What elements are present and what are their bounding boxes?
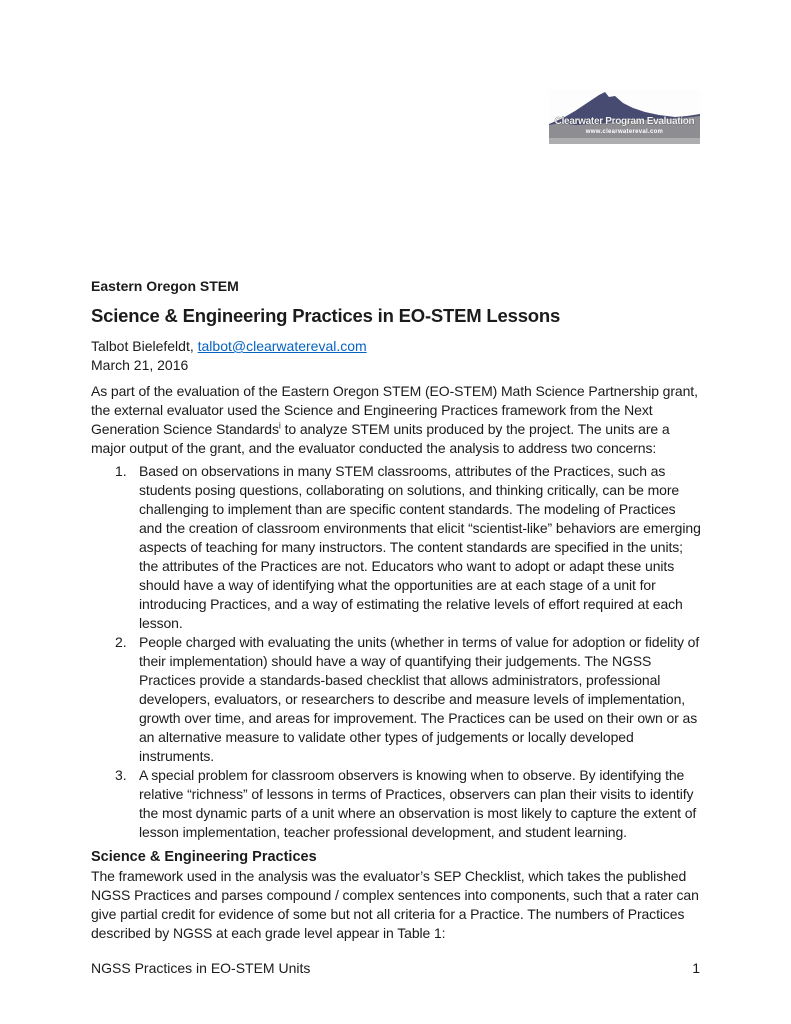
intro-text-before-ref: As part of the evaluation of the Eastern Oregon STEM (EO-STEM) Math Science Partnership grant, the external evaluator used the Science and Engineering Practices framework from the Next Generation Science Standards [91, 383, 698, 437]
date-text: March 21, 2016 [91, 357, 189, 373]
page-title: Science & Engineering Practices in EO-STEM Lessons [91, 305, 561, 326]
list-item-text: People charged with evaluating the units (whether in terms of value for adoption or fidelity of their implementation) should have a way of quantifying their judgements. The NGSS Practices provide a standards-based checklist that allows administrators, professional developers, evaluators, or researchers to describe and measure levels of implementation, growth over time, and areas for improvement. The Practices can be used on their own or as an alternative measure to validate other types of judgements or locally developed instruments. [139, 634, 700, 764]
page-footer [91, 959, 700, 977]
kicker: Eastern Oregon STEM [91, 278, 239, 294]
list-item [91, 633, 701, 766]
clearwater-logo [549, 90, 700, 144]
logo-url: www.clearwatereval.com [585, 129, 664, 135]
list-item-text: Based on observations in many STEM classrooms, attributes of the Practices, such as students posing questions, collaborating on solutions, and thinking critically, can be more challenging to implement than are specific content standards. The modeling of Practices and the creation of classroom environments that elicit “scientist-like” behaviors are emerging aspects of teaching for many instructors. The content standards are specified in the units; the attributes of the Practices are not. Educators who want to adopt or adapt these units should have a way of identifying what the opportunities are at each stage of a unit for introducing Practices, and a way of estimating the relative levels of effort required at each lesson. [139, 463, 701, 631]
list-item-text: A special problem for classroom observers is knowing when to observe. By identifying the relative “richness” of lessons in terms of Practices, observers can plan their visits to identify the most dynamic parts of a unit where an observation is most likely to capture the extent of lesson implementation, teacher professional development, and student learning. [139, 767, 697, 840]
clearwater-logo-image [549, 90, 700, 144]
list-item [91, 766, 701, 842]
logo-title: Clearwater Program Evaluation [554, 116, 695, 127]
author-name: Talbot Bielefeldt, [91, 338, 198, 354]
list-item-number: 2. [115, 634, 127, 650]
list-item-number: 1. [115, 463, 127, 479]
numbered-list [91, 462, 701, 842]
email-link[interactable]: talbot@clearwatereval.com [197, 338, 367, 354]
endnote-reference-mark: i [278, 420, 281, 431]
intro-paragraph [91, 382, 701, 458]
logo-base-strip [549, 138, 700, 144]
list-item-number: 3. [115, 767, 127, 783]
footer-title: NGSS Practices in EO-STEM Units [91, 960, 311, 976]
page-number: 1 [692, 960, 700, 976]
intro-text-after-ref: to analyze STEM units produced by the project. The units are a major output of the grant, and the evaluator conducted the analysis to address two concerns: [91, 421, 670, 456]
section-heading: Science & Engineering Practices [91, 849, 317, 865]
document-body [91, 277, 701, 943]
section-paragraph: The framework used in the analysis was the evaluator’s SEP Checklist, which takes the published NGSS Practices and parses compound / complex sentences into components, such that a rater can give partial credit for evidence of some but not all criteria for a Practice. The numbers of Practices described by NGSS at each grade level appear in Table 1: [91, 868, 699, 941]
list-item [91, 462, 701, 633]
byline [91, 337, 701, 375]
